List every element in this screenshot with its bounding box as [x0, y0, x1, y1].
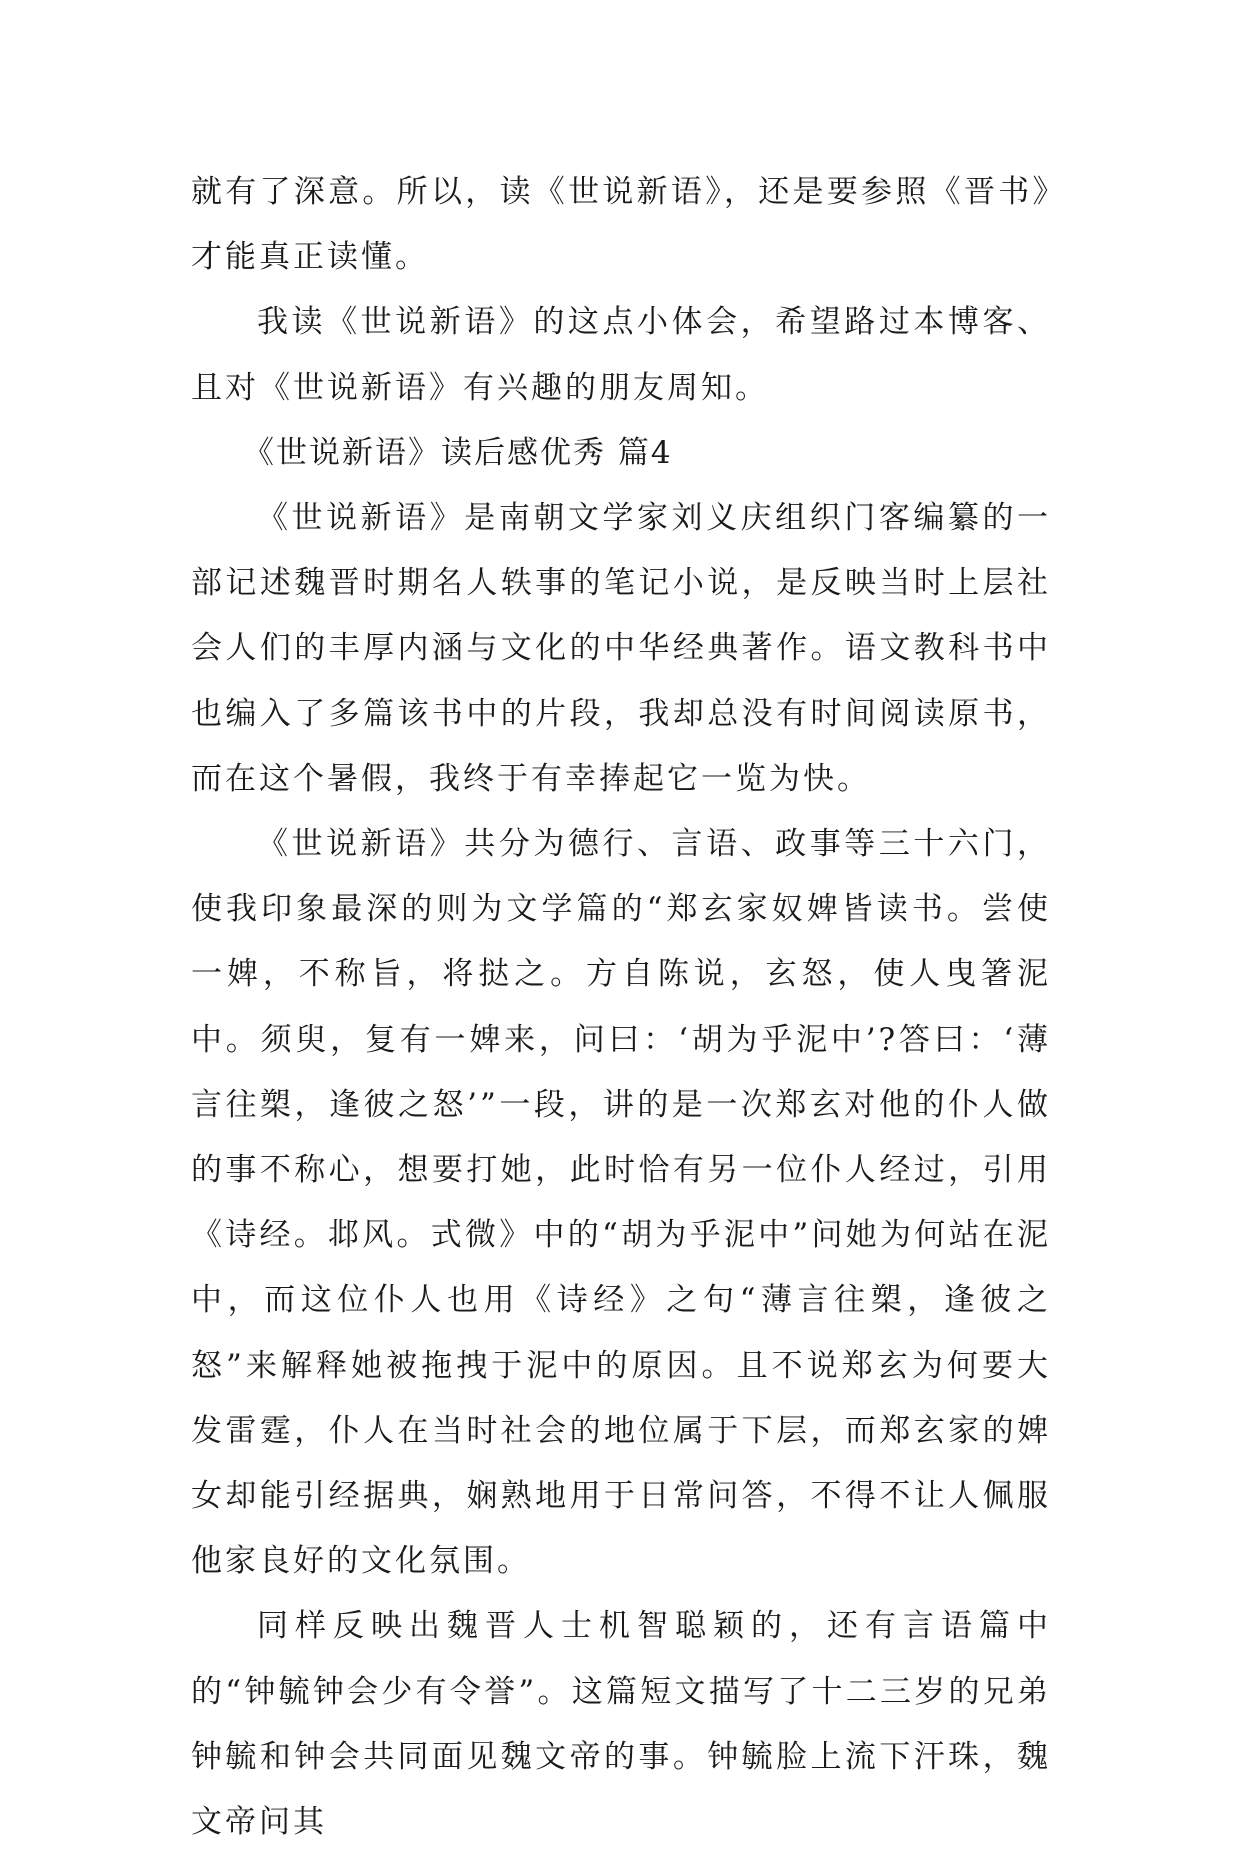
paragraph-zheng-xuan: 《世说新语》共分为德行、言语、政事等三十六门，使我印象最深的则为文学篇的“郑玄家奴婢皆读书。尝使一婢，不称旨，将挞之。方自陈说，玄怒，使人曳箸泥中。须臾，复有一婢来，问曰：‘胡为乎泥中’?答曰：‘薄言往槊，逢彼之怒’”一段，讲的是一次郑玄对他的仆人做的事不称心，想要打她，此时恰有另一位仆人经过，引用《诗经。邶风。式微》中的“胡为乎泥中”问她为何站在泥中，而这位仆人也用《诗经》之句“薄言往槊，逢彼之怒”来解释她被拖拽于泥中的原因。且不说郑玄为何要大发雷霆，仆人在当时社会的地位属于下层，而郑玄家的婢女却能引经据典，娴熟地用于日常问答，不得不让人佩服他家良好的文化氛围。	[191, 826, 1051, 1580]
document-body	[191, 160, 1051, 1855]
paragraph-zhong-yu: 同样反映出魏晋人士机智聪颖的，还有言语篇中的“钟毓钟会少有令誉”。这篇短文描写了十二三岁的兄弟钟毓和钟会共同面见魏文帝的事。钟毓脸上流下汗珠，魏文帝问其	[191, 1608, 1051, 1841]
section-heading: 《世说新语》读后感优秀 篇4	[243, 434, 673, 471]
paragraph-intro: 《世说新语》是南朝文学家刘义庆组织门客编纂的一部记述魏晋时期名人轶事的笔记小说，是反映当时上层社会人们的丰厚内涵与文化的中华经典著作。语文教科书中也编入了多篇该书中的片段，我却总没有时间阅读原书，而在这个暑假，我终于有幸捧起它一览为快。	[191, 500, 1051, 797]
paragraph-reader-note: 我读《世说新语》的这点小体会，希望路过本博客、且对《世说新语》有兴趣的朋友周知。	[191, 304, 1051, 406]
paragraph-continuation: 就有了深意。所以，读《世说新语》，还是要参照《晋书》才能真正读懂。	[191, 174, 1051, 276]
